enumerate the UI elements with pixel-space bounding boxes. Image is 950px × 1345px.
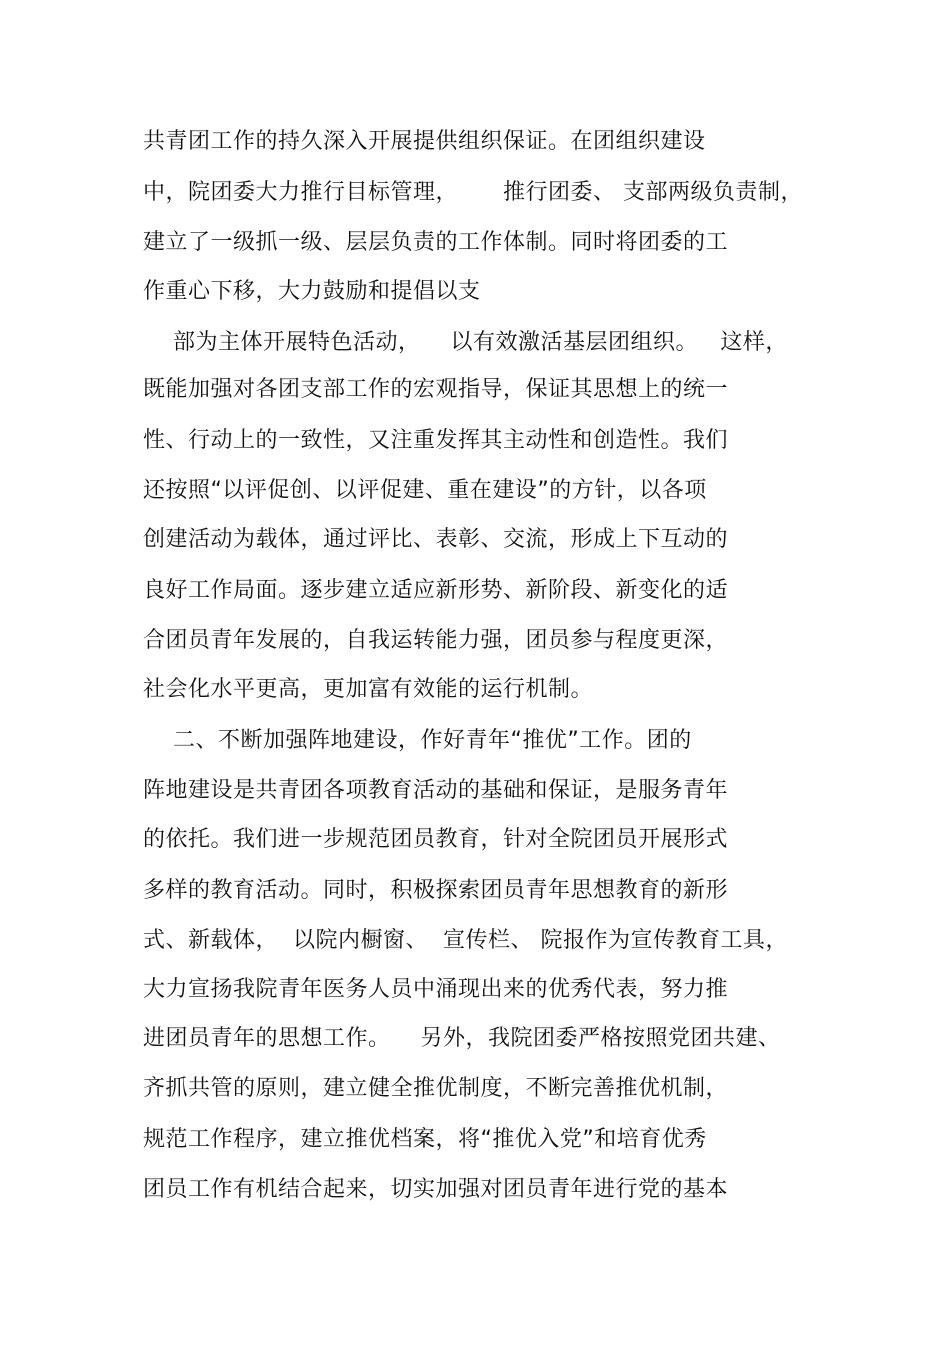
text-line: 作重心下移，大力鼓励和提倡以支 — [143, 279, 481, 304]
text-line: 部为主体开展特色活动， 以有效激活基层团组织。 这样， — [143, 330, 788, 355]
text-line: 中，院团委大力推行目标管理， 推行团委、 支部两级负责制， — [143, 180, 803, 205]
text-line: 式、新载体， 以院内橱窗、 宣传栏、 院报作为宣传教育工具， — [143, 928, 788, 953]
text-line: 大力宣扬我院青年医务人员中涌现出来的优秀代表，努力推 — [143, 977, 729, 1002]
text-line: 合团员青年发展的，自我运转能力强，团员参与程度更深， — [143, 628, 729, 653]
text-line: 还按照“以评促创、以评促建、重在建设”的方针，以各项 — [143, 478, 707, 503]
text-line: 多样的教育活动。同时，积极探索团员青年思想教育的新形 — [143, 878, 729, 903]
text-line: 性、行动上的一致性，又注重发挥其主动性和创造性。我们 — [143, 428, 729, 453]
text-line: 的依托。我们进一步规范团员教育，针对全院团员开展形式 — [143, 827, 729, 852]
text-line: 进团员青年的思想工作。 另外，我院团委严格按照党团共建、 — [143, 1026, 781, 1051]
text-line: 既能加强对各团支部工作的宏观指导，保证其思想上的统一 — [143, 377, 729, 402]
text-line: 二、不断加强阵地建设，作好青年“推优”工作。团的 — [143, 728, 692, 753]
text-line: 创建活动为载体，通过评比、表彰、交流，形成上下互动的 — [143, 527, 729, 552]
text-line: 共青团工作的持久深入开展提供组织保证。在团组织建设 — [143, 129, 706, 154]
text-line: 齐抓共管的原则，建立健全推优制度，不断完善推优机制， — [143, 1076, 729, 1101]
text-line: 规范工作程序，建立推优档案，将“推优入党”和培育优秀 — [143, 1127, 707, 1152]
text-line: 团员工作有机结合起来，切实加强对团员青年进行党的基本 — [143, 1177, 729, 1202]
text-line: 社会化水平更高，更加富有效能的运行机制。 — [143, 677, 594, 702]
text-line: 建立了一级抓一级、层层负责的工作体制。同时将团委的工 — [143, 230, 729, 255]
text-line: 阵地建设是共青团各项教育活动的基础和保证，是服务青年 — [143, 778, 729, 803]
text-line: 良好工作局面。逐步建立适应新形势、新阶段、新变化的适 — [143, 578, 729, 603]
